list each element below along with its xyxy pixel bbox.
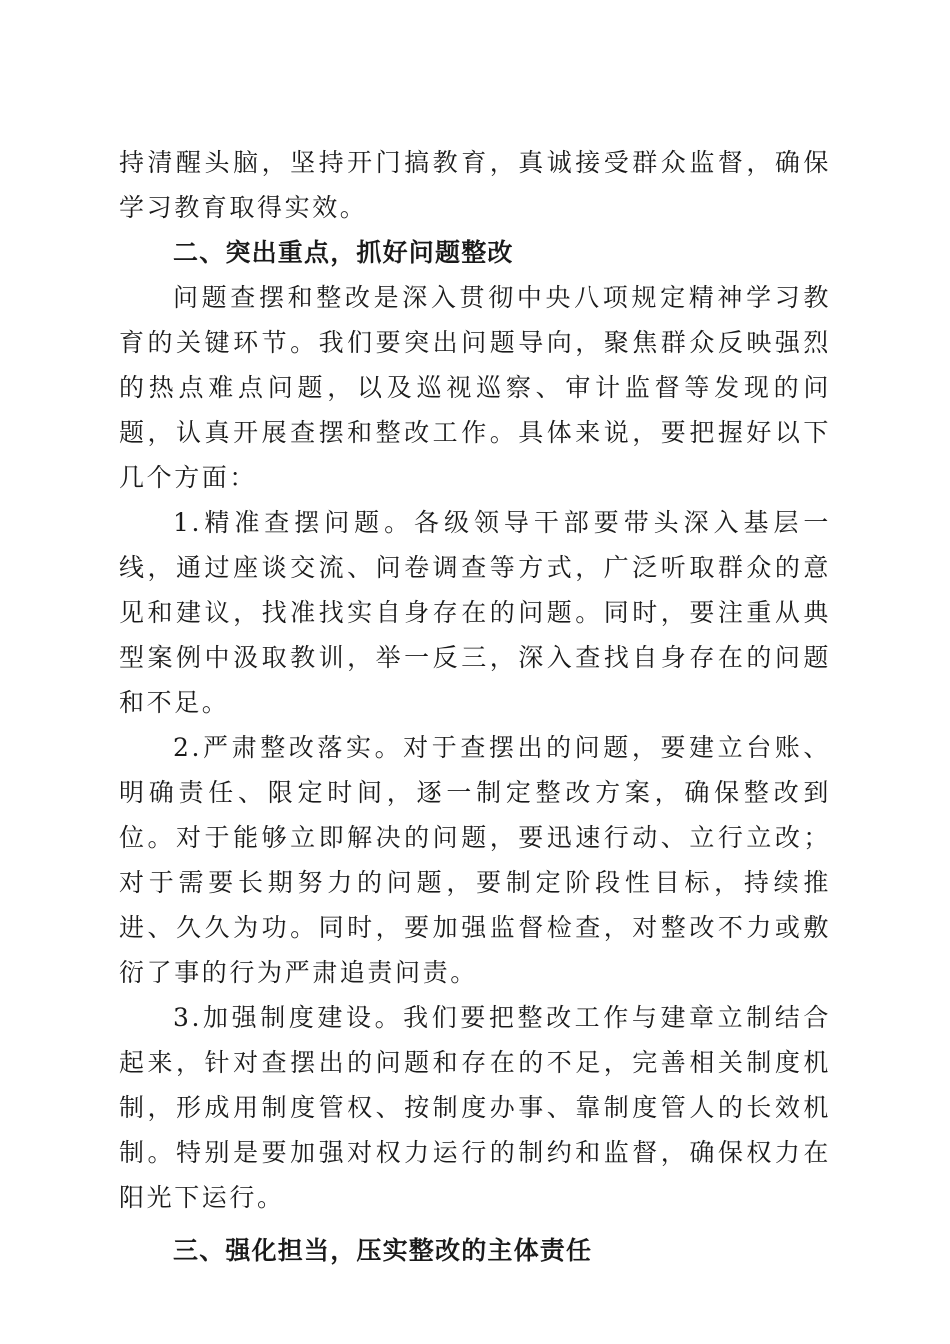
section-2-intro-paragraph: 问题查摆和整改是深入贯彻中央八项规定精神学习教育的关键环节。我们要突出问题导向，聚焦群众反映强烈的热点难点问题，以及巡视巡察、审计监督等发现的问题，认真开展查摆和整改工作。具体来说，要把握好以下几个方面： (119, 283, 831, 492)
continuation-paragraph: 持清醒头脑，坚持开门搞教育，真诚接受群众监督，确保学习教育取得实效。 (119, 148, 831, 222)
section-3-heading: 三、强化担当，压实整改的主体责任 (173, 1236, 593, 1265)
item-2-paragraph: 2.严肃整改落实。对于查摆出的问题，要建立台账、明确责任、限定时间，逐一制定整改方案，确保整改到位。对于能够立即解决的问题，要迅速行动、立行立改；对于需要长期努力的问题，要制定阶段性目标，持续推进、久久为功。同时，要加强监督检查，对整改不力或敷衍了事的行为严肃追责问责。 (119, 733, 831, 987)
section-2-heading: 二、突出重点，抓好问题整改 (173, 238, 514, 267)
item-3-paragraph: 3.加强制度建设。我们要把整改工作与建章立制结合起来，针对查摆出的问题和存在的不足，完善相关制度机制，形成用制度管权、按制度办事、靠制度管人的长效机制。特别是要加强对权力运行的制约和监督，确保权力在阳光下运行。 (119, 1003, 831, 1212)
item-1-paragraph: 1.精准查摆问题。各级领导干部要带头深入基层一线，通过座谈交流、问卷调查等方式，广泛听取群众的意见和建议，找准找实自身存在的问题。同时，要注重从典型案例中汲取教训，举一反三，深入查找自身存在的问题和不足。 (119, 508, 831, 717)
document-body (119, 140, 831, 1273)
